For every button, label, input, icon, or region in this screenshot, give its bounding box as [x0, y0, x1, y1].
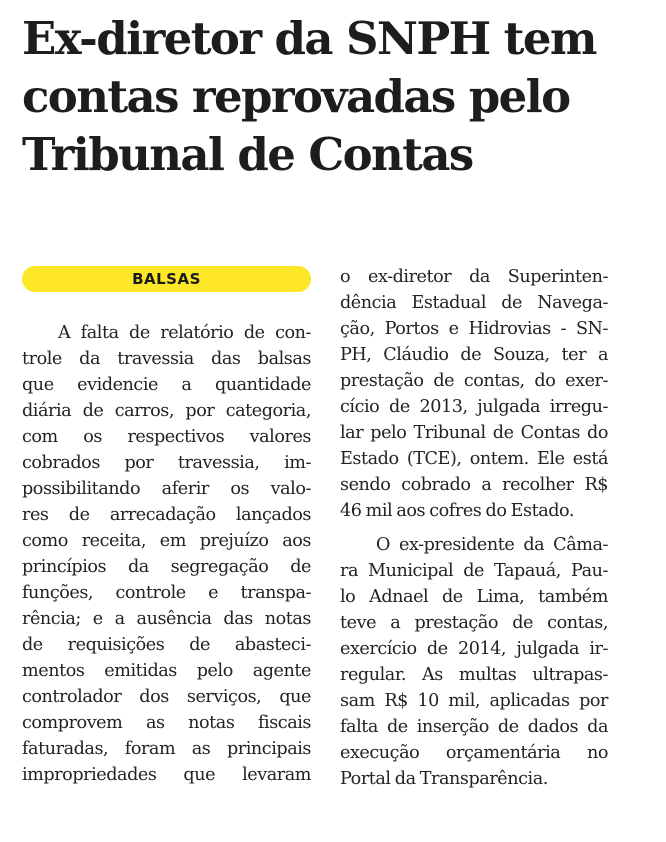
text-line: de requisições de abasteci- — [22, 635, 311, 655]
text-line: trole da travessia das balsas — [22, 349, 311, 369]
text-line: O ex-presidente da Câma- — [376, 535, 608, 555]
headline-line: Tribunal de Contas — [22, 128, 473, 181]
left-column — [22, 266, 311, 788]
text-line: cício de 2013, julgada irregu- — [340, 397, 608, 417]
text-line: Portal da Transparência. — [340, 769, 548, 789]
text-line: com os respectivos valores — [22, 427, 311, 447]
text-line: comprovem as notas fiscais — [22, 713, 311, 733]
text-line: rência; e a ausência das notas — [22, 609, 311, 629]
text-line: A falta de relatório de con- — [58, 323, 311, 343]
text-line: falta de inserção de dados da — [340, 717, 608, 737]
text-line: possibilitando aferir os valo- — [22, 479, 311, 499]
text-line: como receita, em prejuízo aos — [22, 531, 311, 551]
text-line: funções, controle e transpa- — [22, 583, 311, 603]
text-line: controlador dos serviços, que — [22, 687, 311, 707]
text-line: princípios da segregação de — [22, 557, 311, 577]
text-line: 46 mil aos cofres do Estado. — [340, 501, 575, 521]
headline-line: contas reprovadas pelo — [22, 70, 570, 123]
text-line: mentos emitidas pelo agente — [22, 661, 311, 681]
text-line: diária de carros, por categoria, — [22, 401, 311, 421]
text-line: que evidencie a quantidade — [22, 375, 311, 395]
headline — [22, 10, 652, 184]
text-line: prestação de contas, do exer- — [340, 371, 608, 391]
section-tag: BALSAS — [22, 266, 311, 292]
text-line: faturadas, foram as principais — [22, 739, 311, 759]
text-line: sam R$ 10 mil, aplicadas por — [340, 691, 608, 711]
text-line: execução orçamentária no — [340, 743, 608, 763]
text-line: teve a prestação de contas, — [340, 613, 608, 633]
right-column — [340, 264, 608, 792]
text-line: res de arrecadação lançados — [22, 505, 311, 525]
text-line: impropriedades que levaram — [22, 765, 311, 785]
text-line: cobrados por travessia, im- — [22, 453, 311, 473]
text-line: Estado (TCE), ontem. Ele está — [340, 449, 608, 469]
text-line: PH, Cláudio de Souza, ter a — [340, 345, 608, 365]
text-line: ção, Portos e Hidrovias - SN- — [340, 319, 608, 339]
text-line: sendo cobrado a recolher R$ — [340, 475, 608, 495]
text-line: lo Adnael de Lima, também — [340, 587, 608, 607]
headline-line: Ex-diretor da SNPH tem — [22, 12, 596, 65]
text-line: regular. As multas ultrapas- — [340, 665, 608, 685]
text-line: exercício de 2014, julgada ir- — [340, 639, 608, 659]
text-line: lar pelo Tribunal de Contas do — [340, 423, 608, 443]
text-line: o ex-diretor da Superinten- — [340, 267, 608, 287]
text-line: dência Estadual de Navega- — [340, 293, 608, 313]
text-line: ra Municipal de Tapauá, Pau- — [340, 561, 608, 581]
